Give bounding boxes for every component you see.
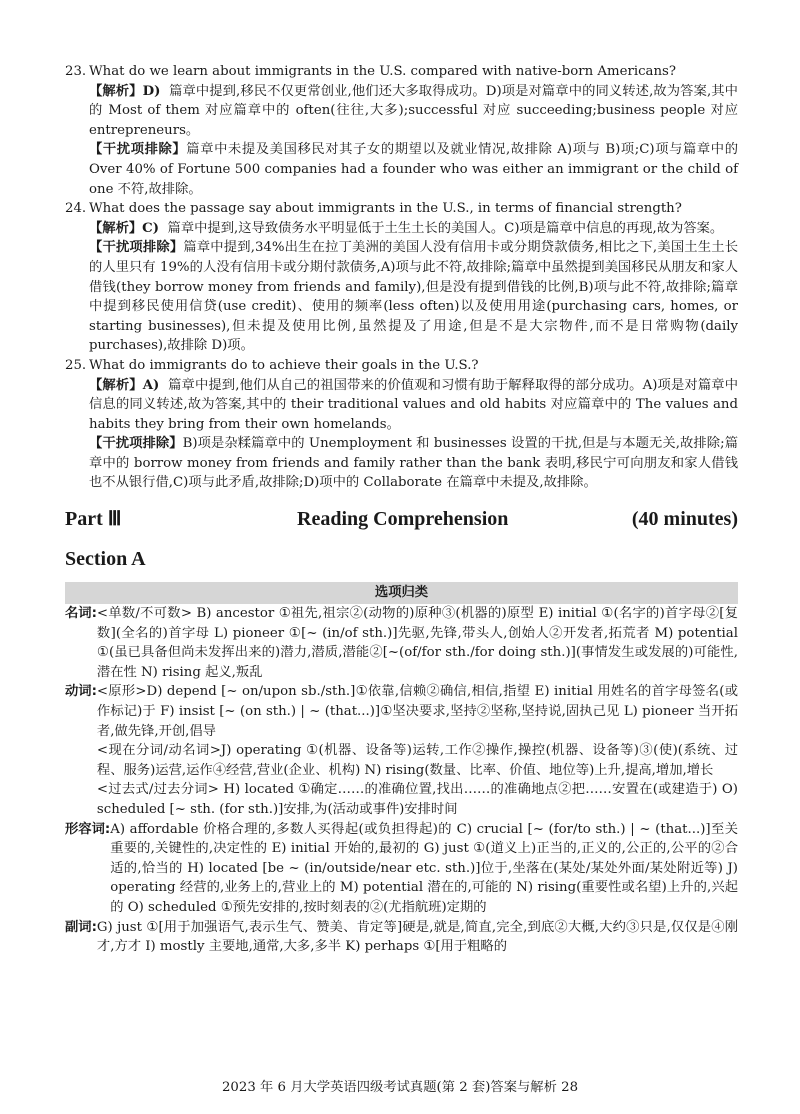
analysis-label: 【解析】C) <box>89 220 160 236</box>
distractor-text: 篇章中未提及美国移民对其子女的期望以及就业情况,故排除 A)项与 B)项;C)项与篇章中的 Over 40% of Fortune 500 companies had a founder who was either an immigrant or the child of one 不符,故排除。 <box>89 142 738 197</box>
question-text: What do immigrants do to achieve their goals in the U.S.? <box>89 357 479 373</box>
distractor-text: 篇章中提到,34%出生在拉丁美洲的美国人没有信用卡或分期贷款债务,相比之下,美国土生土长的人里只有 19%的人没有信用卡或分期付款债务,A)项与此不符,故排除;篇章中虽然提到美国移民从朋友和家人借钱(they borrow money from friends and family),但是没有提到借钱的比例,B)项与此不符,故排除;篇章中提到移民使用信贷(use credit)、使用的频率(less often)以及使用用途(purchasing cars, homes, or starting businesses),但未提及使用比例,虽然提及了用途,但是不是大宗物件,而不是日常购物(daily purchases),故排除 D)项。 <box>89 240 739 354</box>
distractor-label: 【干扰项排除】 <box>89 436 183 452</box>
pos-text: <原形>D) depend [~ on/upon sb./sth.]①依靠,信赖②确信,相信,指望 E) initial 用姓名的首字母签名(或作标记)于 F) insist [~ (on sth.) | ~ (that...)]①坚决要求,坚持②坚称,坚持说,固执己见 L) pioneer 当开拓者,做先锋,开创,倡导 <box>96 684 738 739</box>
question-text: What does the passage say about immigrants in the U.S., in terms of financial strength? <box>89 201 682 217</box>
answer-page <box>65 62 738 957</box>
analysis-text: 篇章中提到,这导致债务水平明显低于土生土长的美国人。C)项是篇章中信息的再现,故为答案。 <box>167 220 724 236</box>
pos-label: 名词: <box>65 606 97 622</box>
pos-label: 形容词: <box>65 821 111 837</box>
distractor-label: 【干扰项排除】 <box>89 142 187 158</box>
part-title: Reading Comprehension <box>297 508 509 531</box>
analysis-text: 篇章中提到,他们从自己的祖国带来的价值观和习惯有助于解释取得的部分成功。A)项是对篇章中信息的同义转述,故为答案,其中的 their traditional values and old habits 对应篇章中的 The values and habits they bring from their own homelands。 <box>89 377 738 432</box>
pos-label: 副词: <box>65 919 97 935</box>
question-23 <box>65 62 738 199</box>
pos-text: <过去式/过去分词> H) located ①确定……的准确位置,找出……的准确地点②把……安置在(或建造于) O) scheduled [~ sth. (for sth.)]安排,为(活动或事件)安排时间 <box>96 782 738 817</box>
option-category-bar: 选项归类 <box>65 582 738 604</box>
distractor-text: B)项是杂糅篇章中的 Unemployment 和 businesses 设置的干扰,但是与本题无关,故排除;篇章中的 borrow money from friends and family rather than the bank 表明,移民宁可向朋友和家人借钱也不从银行借,C)项与此矛盾,故排除;D)项中的 Collaborate 在篇章中未提及,故排除。 <box>89 436 738 491</box>
pos-text: A) affordable 价格合理的,多数人买得起(或负担得起)的 C) crucial [~ (for/to sth.) | ~ (that...)]至关重要的,关键性的,决定性的 E) initial 开始的,最初的 G) just ①(道义上)正当的,正义的,公正的,公平的②合适的,恰当的 H) located [be ~ (in/outside/near etc. sth.)]位于,坐落在(某处/某处外面/某处附近等) J) operating 经营的,业务上的,营业上的 M) potential 潜在的,可能的 N) rising(重要性或名望)上升的,兴起的 O) scheduled ①预先安排的,按时刻表的②(尤指航班)定期的 <box>110 821 738 915</box>
question-number: 25. <box>65 357 87 373</box>
analysis-label: 【解析】A) <box>89 377 160 393</box>
pos-text: <现在分词/动名词>J) operating ①(机器、设备等)运转,工作②操作,操控(机器、设备等)③(使)(系统、过程、服务)运营,运作④经营,营业(企业、机构) N) rising(数量、比率、价值、地位等)上升,提高,增加,增长 <box>96 743 738 778</box>
distractor-label: 【干扰项排除】 <box>89 240 184 256</box>
pos-text: <单数/不可数> B) ancestor ①祖先,祖宗②(动物的)原种③(机器的)原型 E) initial ①(名字的)首字母②[复数](全名的)首字母 L) pioneer ①[~ (in/of sth.)]先驱,先锋,带头人,创始人②开发者,拓荒者 M) potential ①(虽已具备但尚未发挥出来的)潜力,潜质,潜能②[~(of/for sth./for doing sth.)](事情发生或发展的)可能性,潜在性 N) rising 起义,叛乱 <box>96 606 738 680</box>
part-heading <box>65 506 738 534</box>
question-number: 23. <box>65 64 87 79</box>
pos-verb <box>65 682 738 819</box>
analysis-label: 【解析】D) <box>89 83 161 99</box>
section-heading: Section A <box>65 548 146 571</box>
analysis-text: 篇章中提到,移民不仅更常创业,他们还大多取得成功。D)项是对篇章中的同义转述,故为答案,其中的 Most of them 对应篇章中的 often(往往,大多);successful 对应 succeeding;business people 对应 entrepreneurs。 <box>89 83 738 138</box>
pos-adjective <box>65 820 738 918</box>
pos-adverb <box>65 918 738 957</box>
part-time: (40 minutes) <box>631 508 738 531</box>
page-footer: 2023 年 6 月大学英语四级考试真题(第 2 套)答案与解析 28 <box>221 1080 579 1095</box>
question-text: What do we learn about immigrants in the U.S. compared with native-born Americans? <box>89 64 676 79</box>
pos-label: 动词: <box>65 684 97 700</box>
part-number: Part Ⅲ <box>65 508 122 531</box>
question-number: 24. <box>65 201 87 217</box>
question-25 <box>65 356 738 493</box>
question-24 <box>65 199 738 356</box>
pos-text: G) just ①[用于加强语气,表示生气、赞美、肯定等]硬是,就是,简直,完全,到底②大概,大约③只是,仅仅是④刚才,方才 I) mostly 主要地,通常,大多,多半 K) perhaps ①[用于粗略的 <box>96 919 738 955</box>
pos-noun <box>65 604 738 682</box>
